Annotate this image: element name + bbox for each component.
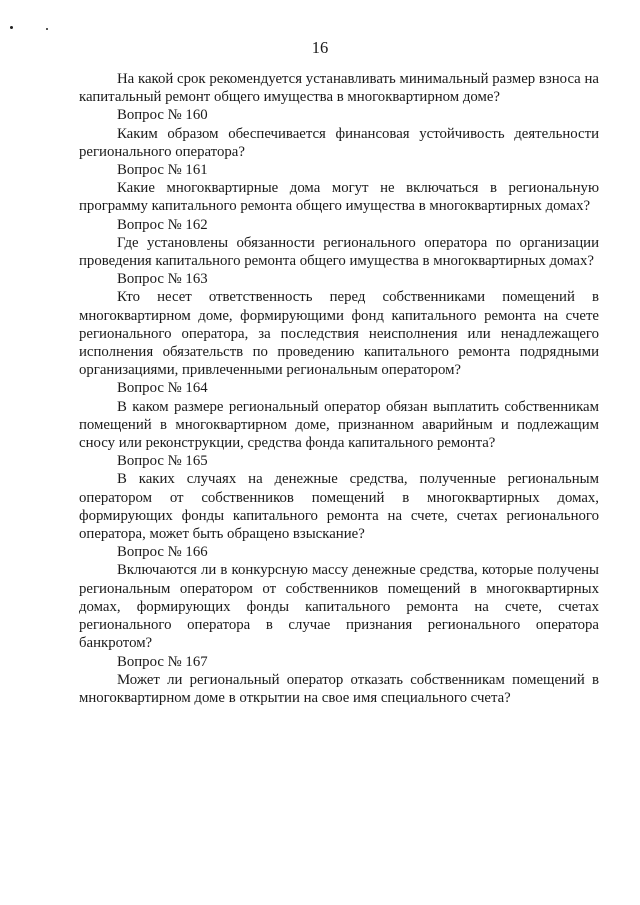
scan-speck: [10, 26, 13, 29]
question-text: Кто несет ответственность перед собственниками помещений в многоквартирном доме, формирующими фонд капитального ремонта на счете регионального оператора, за последствия неисполнения или ненадлежащего исполнения обязательств по проведению капитального ремонта подрядными организациями, привлеченными региональным оператором?: [79, 289, 599, 379]
question-text: Какие многоквартирные дома могут не включаться в региональную программу капитального ремонта общего имущества в многоквартирных домах?: [79, 180, 599, 215]
scan-speck: [46, 28, 48, 30]
question-heading: Вопрос № 163: [117, 271, 208, 288]
scan-specks: [10, 22, 60, 34]
question-heading: Вопрос № 164: [117, 380, 208, 397]
question-text: В каких случаях на денежные средства, полученные региональным оператором от собственников помещений в многоквартирных домах, формирующих фонды капитального ремонта на счете, счетах регионального оператора, может быть обращено взыскание?: [79, 471, 599, 543]
question-heading: Вопрос № 162: [117, 216, 208, 233]
question-heading: Вопрос № 160: [117, 107, 208, 124]
question-text: Включаются ли в конкурсную массу денежные средства, которые получены региональным оператором от собственников помещений в многоквартирных домах, формирующих фонды капитального ремонта на счете, счетах регионального оператора в случае признания регионального оператора банкротом?: [79, 562, 599, 652]
question-heading: Вопрос № 165: [117, 453, 208, 470]
question-heading: Вопрос № 161: [117, 162, 208, 179]
question-text: В каком размере региональный оператор обязан выплатить собственникам помещений в многоквартирном доме, признанном аварийным и подлежащим сносу или реконструкции, средства фонда капитального ремонта?: [79, 398, 599, 452]
question-heading: Вопрос № 166: [117, 544, 208, 561]
question-text: Где установлены обязанности регионального оператора по организации проведения капитального ремонта общего имущества в многоквартирных домах?: [79, 234, 599, 270]
question-text: Каким образом обеспечивается финансовая устойчивость деятельности регионального оператора?: [79, 125, 599, 160]
question-text: На какой срок рекомендуется устанавливать минимальный размер взноса на капитальный ремонт общего имущества в многоквартирном доме?: [79, 71, 599, 106]
question-heading: Вопрос № 167: [117, 653, 208, 670]
question-text: Может ли региональный оператор отказать собственникам помещений в многоквартирном доме в открытии на свое имя специального счета?: [79, 671, 599, 706]
document-body: [79, 70, 599, 707]
page-number: 16: [311, 38, 329, 57]
